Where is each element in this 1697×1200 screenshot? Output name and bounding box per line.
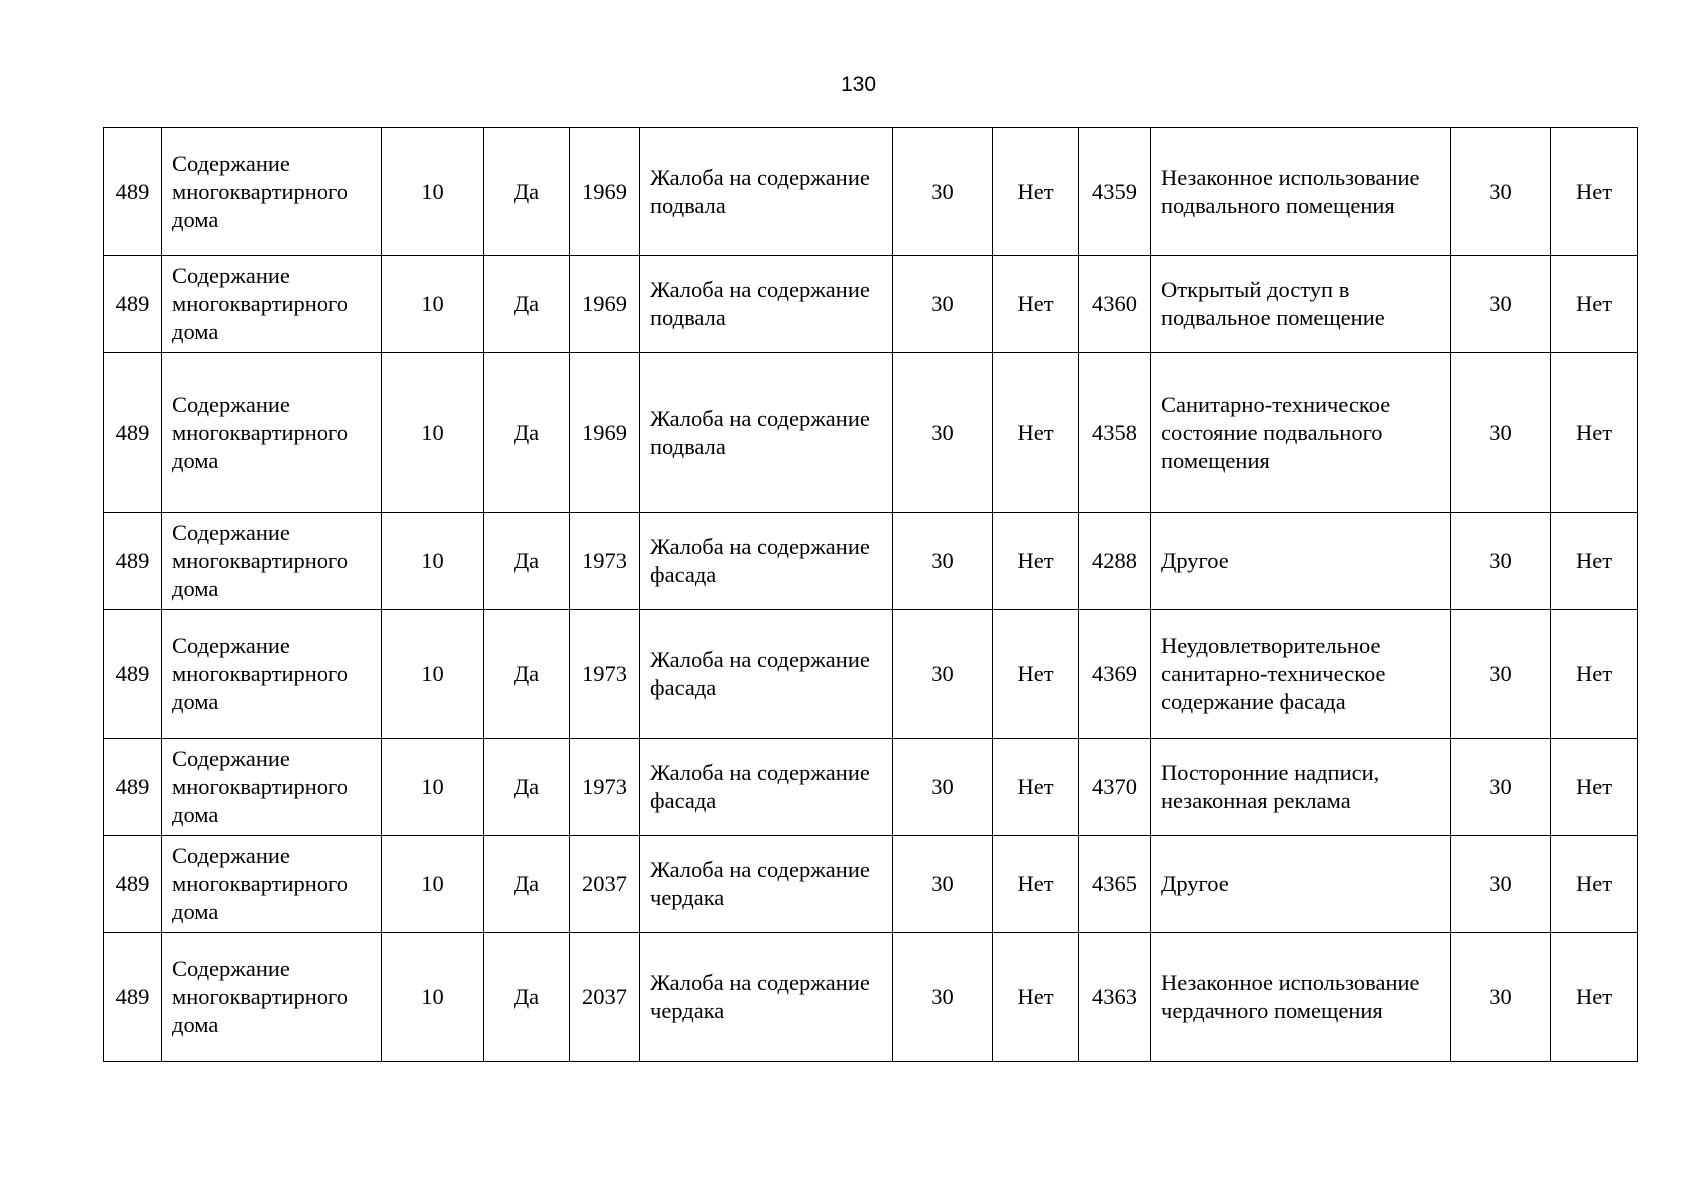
term-cell: 10 [382, 256, 484, 353]
subcode-cell: 1969 [570, 128, 640, 256]
flag-cell: Да [484, 353, 570, 513]
code-cell: 489 [104, 128, 162, 256]
question-code-cell: 4358 [1079, 353, 1151, 513]
flag-cell: Да [484, 836, 570, 933]
question-cell: Другое [1151, 513, 1451, 610]
code-cell: 489 [104, 836, 162, 933]
status-cell: Нет [993, 128, 1079, 256]
question-cell: Санитарно-техническое состояние подвального помещения [1151, 353, 1451, 513]
question-status-cell: Нет [1551, 353, 1638, 513]
table-row [104, 836, 1638, 933]
page-number: 130 [840, 73, 877, 96]
question-status-cell: Нет [1551, 933, 1638, 1062]
topic-cell: Жалоба на содержание фасада [640, 513, 893, 610]
subcode-cell: 1969 [570, 353, 640, 513]
status-cell: Нет [993, 353, 1079, 513]
category-cell: Содержание многоквартирного дома [162, 739, 382, 836]
flag-cell: Да [484, 256, 570, 353]
category-cell: Содержание многоквартирного дома [162, 513, 382, 610]
question-cell: Незаконное использование чердачного помещения [1151, 933, 1451, 1062]
question-days-cell: 30 [1451, 128, 1551, 256]
table-row [104, 128, 1638, 256]
days-cell: 30 [893, 128, 993, 256]
category-cell: Содержание многоквартирного дома [162, 933, 382, 1062]
table-row [104, 256, 1638, 353]
term-cell: 10 [382, 836, 484, 933]
flag-cell: Да [484, 933, 570, 1062]
table-row [104, 513, 1638, 610]
subcode-cell: 2037 [570, 836, 640, 933]
topic-cell: Жалоба на содержание чердака [640, 836, 893, 933]
days-cell: 30 [893, 513, 993, 610]
days-cell: 30 [893, 353, 993, 513]
status-cell: Нет [993, 513, 1079, 610]
category-cell: Содержание многоквартирного дома [162, 353, 382, 513]
code-cell: 489 [104, 353, 162, 513]
flag-cell: Да [484, 739, 570, 836]
question-cell: Другое [1151, 836, 1451, 933]
term-cell: 10 [382, 933, 484, 1062]
category-cell: Содержание многоквартирного дома [162, 836, 382, 933]
question-code-cell: 4369 [1079, 610, 1151, 739]
question-cell: Открытый доступ в подвальное помещение [1151, 256, 1451, 353]
days-cell: 30 [893, 739, 993, 836]
category-cell: Содержание многоквартирного дома [162, 128, 382, 256]
code-cell: 489 [104, 739, 162, 836]
topic-cell: Жалоба на содержание фасада [640, 739, 893, 836]
topic-cell: Жалоба на содержание подвала [640, 256, 893, 353]
term-cell: 10 [382, 739, 484, 836]
code-cell: 489 [104, 513, 162, 610]
topic-cell: Жалоба на содержание подвала [640, 353, 893, 513]
table-body [104, 128, 1638, 1062]
question-days-cell: 30 [1451, 513, 1551, 610]
question-code-cell: 4359 [1079, 128, 1151, 256]
code-cell: 489 [104, 256, 162, 353]
table-row [104, 353, 1638, 513]
status-cell: Нет [993, 836, 1079, 933]
question-cell: Незаконное использование подвального помещения [1151, 128, 1451, 256]
question-days-cell: 30 [1451, 836, 1551, 933]
term-cell: 10 [382, 353, 484, 513]
subcode-cell: 1969 [570, 256, 640, 353]
topic-cell: Жалоба на содержание чердака [640, 933, 893, 1062]
question-days-cell: 30 [1451, 933, 1551, 1062]
question-days-cell: 30 [1451, 256, 1551, 353]
category-cell: Содержание многоквартирного дома [162, 610, 382, 739]
topic-cell: Жалоба на содержание подвала [640, 128, 893, 256]
question-days-cell: 30 [1451, 739, 1551, 836]
flag-cell: Да [484, 128, 570, 256]
topic-cell: Жалоба на содержание фасада [640, 610, 893, 739]
term-cell: 10 [382, 610, 484, 739]
question-code-cell: 4288 [1079, 513, 1151, 610]
question-days-cell: 30 [1451, 353, 1551, 513]
status-cell: Нет [993, 610, 1079, 739]
question-status-cell: Нет [1551, 513, 1638, 610]
question-cell: Посторонние надписи, незаконная реклама [1151, 739, 1451, 836]
days-cell: 30 [893, 610, 993, 739]
table-row [104, 610, 1638, 739]
code-cell: 489 [104, 610, 162, 739]
table-row [104, 739, 1638, 836]
question-status-cell: Нет [1551, 739, 1638, 836]
status-cell: Нет [993, 256, 1079, 353]
status-cell: Нет [993, 933, 1079, 1062]
table-row [104, 933, 1638, 1062]
question-status-cell: Нет [1551, 610, 1638, 739]
flag-cell: Да [484, 610, 570, 739]
question-status-cell: Нет [1551, 836, 1638, 933]
term-cell: 10 [382, 128, 484, 256]
days-cell: 30 [893, 836, 993, 933]
question-status-cell: Нет [1551, 256, 1638, 353]
category-cell: Содержание многоквартирного дома [162, 256, 382, 353]
question-status-cell: Нет [1551, 128, 1638, 256]
days-cell: 30 [893, 933, 993, 1062]
term-cell: 10 [382, 513, 484, 610]
question-code-cell: 4363 [1079, 933, 1151, 1062]
question-code-cell: 4360 [1079, 256, 1151, 353]
days-cell: 30 [893, 256, 993, 353]
code-cell: 489 [104, 933, 162, 1062]
subcode-cell: 2037 [570, 933, 640, 1062]
question-code-cell: 4370 [1079, 739, 1151, 836]
data-table [103, 127, 1638, 1062]
question-days-cell: 30 [1451, 610, 1551, 739]
status-cell: Нет [993, 739, 1079, 836]
subcode-cell: 1973 [570, 513, 640, 610]
subcode-cell: 1973 [570, 739, 640, 836]
question-code-cell: 4365 [1079, 836, 1151, 933]
question-cell: Неудовлетворительное санитарно-техническое содержание фасада [1151, 610, 1451, 739]
flag-cell: Да [484, 513, 570, 610]
subcode-cell: 1973 [570, 610, 640, 739]
